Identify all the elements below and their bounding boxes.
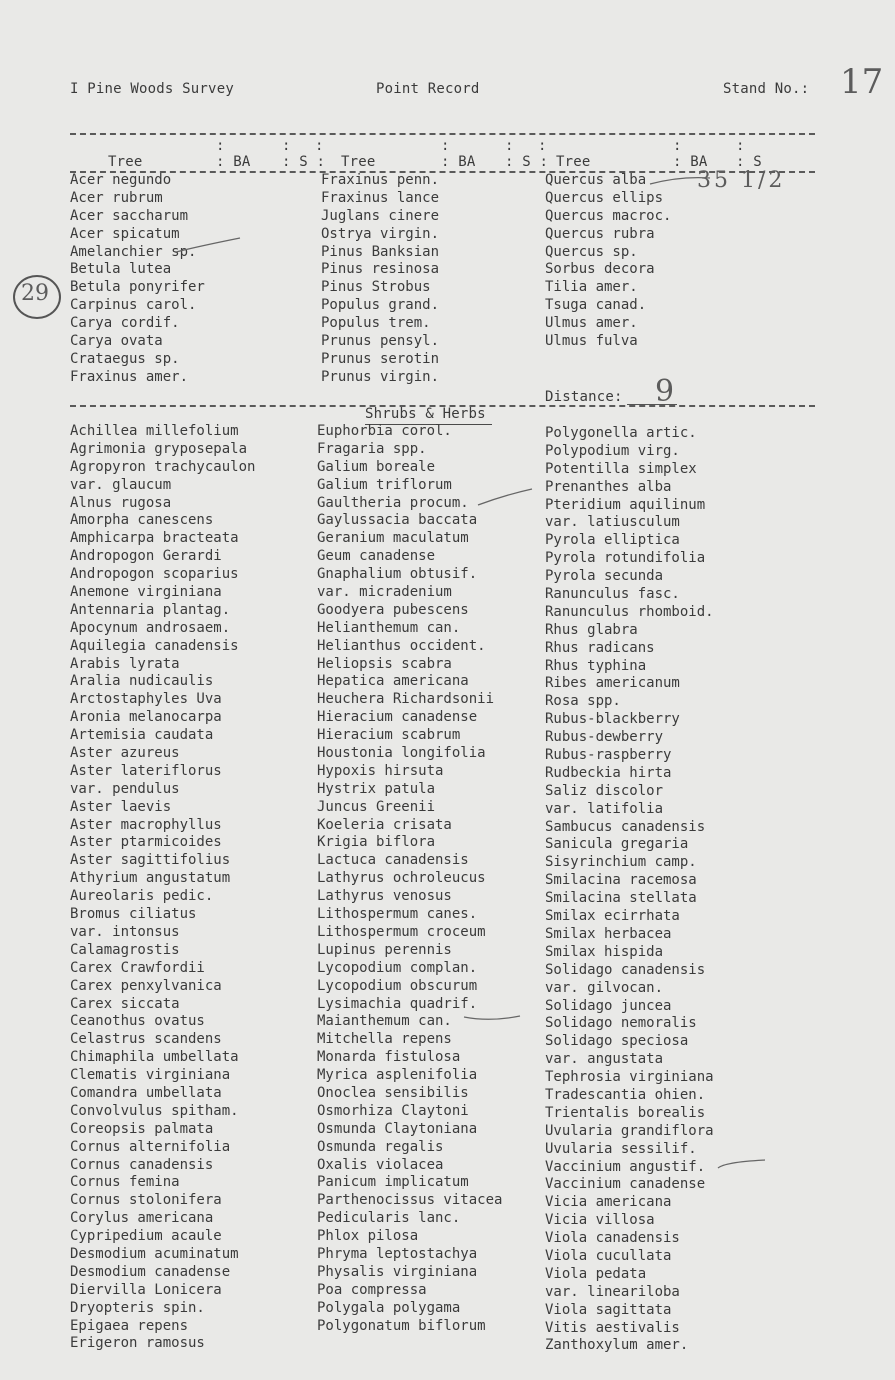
list-item: var. micradenium [317,584,452,601]
list-item: Oxalis violacea [317,1156,444,1173]
list-item: Arctostaphyles Uva [70,691,222,708]
list-item: Acer saccharum [70,207,189,224]
list-item: Osmunda Claytoniana [317,1120,478,1137]
colon-mark: : [505,138,514,154]
list-item: var. latifolia [545,800,664,817]
list-item: Aster azureus [70,745,180,762]
shrubs-heading: Shrubs & Herbs [365,406,486,422]
colon-mark: : [315,138,324,154]
list-item: var. lineariloba [545,1283,680,1300]
list-item: Phryma leptostachya [317,1245,478,1262]
list-item: Lycopodium complan. [317,959,478,976]
list-item: Vitis aestivalis [545,1319,680,1336]
list-item: Cornus canadensis [70,1156,214,1173]
circled-number-text: 29 [21,281,49,306]
list-item: Vaccinium canadense [545,1176,706,1193]
list-item: Carya ovata [70,333,163,350]
list-item: Fragaria spp. [317,440,427,457]
list-item: Vicia villosa [545,1212,655,1229]
list-item: Achillea millefolium [70,423,239,439]
list-item: Tilia amer. [545,279,638,296]
list-item: Viola canadensis [545,1230,680,1247]
stand-number-handwritten: 17 [840,62,884,102]
list-item: Pedicularis lanc. [317,1210,461,1227]
list-item: Smilax hispida [545,943,664,960]
list-item: Pinus Banksian [321,243,440,260]
survey-title: I Pine Woods Survey [70,81,234,97]
list-item: Polygonella artic. [545,425,697,441]
list-item: Agropyron trachycaulon [70,458,256,475]
colon-mark: : [216,138,225,154]
list-item: Polygala polygama [317,1299,461,1316]
list-item: Poa compressa [317,1281,427,1298]
list-item: Sorbus decora [545,261,655,278]
record-type: Point Record [376,81,480,97]
s-header-2: : S : [505,154,549,170]
list-item: Aster macrophyllus [70,816,222,833]
list-item: Coreopsis palmata [70,1120,214,1137]
list-item: Aquilegia canadensis [70,637,239,654]
list-item: Tsuga canad. [545,297,647,314]
list-item: Lithospermum croceum [317,923,486,940]
list-item: Diervilla Lonicera [70,1281,222,1298]
list-item: Pyrola rotundifolia [545,550,706,567]
list-item: Solidago speciosa [545,1033,689,1050]
quercus-alba-note: 35 1/2 [697,168,786,193]
list-item: Tephrosia virginiana [545,1069,714,1086]
list-item: Amorpha canescens [70,512,214,529]
distance-label: Distance: [545,389,623,405]
list-item: Prunus virgin. [321,368,440,385]
list-item: var. angustata [545,1051,664,1068]
check-mark [650,178,710,184]
list-item: Carex penxylvanica [70,977,222,994]
list-item: Sanicula gregaria [545,836,689,853]
list-item: Aureolaris pedic. [70,888,214,905]
list-item: Pinus Strobus [321,279,431,296]
list-item: Andropogon scoparius [70,566,239,583]
list-item: Gaultheria procum. [317,494,469,511]
list-item: Osmorhiza Claytoni [317,1102,469,1119]
list-item: Quercus rubra [545,225,655,242]
colon-mark: : [736,138,745,154]
list-item: Osmunda regalis [317,1138,444,1155]
list-item: Lathyrus venosus [317,888,452,905]
list-item: Anemone virginiana [70,584,222,601]
list-item: Desmodium canadense [70,1263,231,1280]
list-item: Pteridium aquilinum [545,496,706,513]
list-item: Acer spicatum [70,225,180,242]
check-mark [176,238,240,252]
list-item: Rhus glabra [545,621,638,638]
list-item: Populus grand. [321,297,440,314]
list-item: Geranium maculatum [317,530,469,547]
list-item: Chimaphila umbellata [70,1049,239,1066]
list-item: Cypripedium acaule [70,1228,222,1245]
list-item: Solidago juncea [545,997,672,1014]
list-item: Rubus-blackberry [545,711,680,728]
list-item: Ulmus amer. [545,315,638,332]
list-item: Viola cucullata [545,1247,672,1264]
list-item: Carex siccata [70,995,180,1012]
list-item: Bromus ciliatus [70,906,197,923]
list-item: Fraxinus penn. [321,172,440,188]
list-item: Corylus americana [70,1210,214,1227]
list-item: var. pendulus [70,780,180,797]
list-item: Athyrium angustatum [70,870,231,887]
list-item: Sambucus canadensis [545,818,706,835]
list-item: Lupinus perennis [317,941,452,958]
list-item: Heuchera Richardsonii [317,691,495,708]
list-item: Hystrix patula [317,780,436,797]
list-item: Ceanothus ovatus [70,1013,205,1030]
list-item: Monarda fistulosa [317,1049,461,1066]
list-item: Hieracium scabrum [317,727,461,744]
list-item: Juncus Greenii [317,798,436,815]
list-item: Calamagrostis [70,941,180,958]
list-item: Prunus pensyl. [321,333,440,350]
list-item: Trientalis borealis [545,1104,706,1121]
list-item: Ulmus fulva [545,333,638,350]
list-item: Aster lateriflorus [70,762,222,779]
list-item: Aronia melanocarpa [70,709,222,726]
list-item: Physalis virginiana [317,1263,478,1280]
list-item: Pyrola elliptica [545,532,680,549]
list-item: Cornus femina [70,1174,180,1191]
tree-header-1: Tree [108,154,143,170]
list-item: Crataegus sp. [70,350,180,367]
list-item: Andropogon Gerardi [70,548,222,565]
list-item: Antennaria plantag. [70,601,231,618]
list-item: Hypoxis hirsuta [317,762,444,779]
list-item: Solidago canadensis [545,961,706,978]
list-item: Saliz discolor [545,782,664,799]
list-item: Lactuca canadensis [317,852,469,869]
list-item: Smilacina racemosa [545,872,697,889]
list-item: Quercus sp. [545,243,638,260]
list-item: Aster ptarmicoides [70,834,222,851]
list-item: Ostrya virgin. [321,225,440,242]
list-item: Celastrus scandens [70,1031,222,1048]
list-item: Acer negundo [70,172,172,188]
list-item: Solidago nemoralis [545,1015,697,1032]
list-item: Erigeron ramosus [70,1335,205,1352]
list-item: Geum canadense [317,548,436,565]
list-item: Acer rubrum [70,189,163,206]
list-item: Uvularia sessilif. [545,1140,697,1157]
list-item: var. intonsus [70,923,180,940]
list-item: Tradescantia ohien. [545,1086,706,1103]
list-item: Gnaphalium obtusif. [317,566,478,583]
list-item: Onoclea sensibilis [317,1084,469,1101]
colon-mark: : [538,138,547,154]
list-item: Goodyera pubescens [317,601,469,618]
list-item: Smilax ecirrhata [545,908,680,925]
distance-value-handwritten: 9 [655,374,675,409]
list-item: Viola pedata [545,1265,647,1282]
list-item: Convolvulus spitham. [70,1102,239,1119]
list-item: Houstonia longifolia [317,745,486,762]
ba-header-3: : BA [673,154,708,170]
list-item: Amelanchier sp. [70,243,197,260]
list-item: Rhus typhina [545,657,647,674]
list-item: Myrica asplenifolia [317,1067,478,1084]
list-item: Euphorbia corol. [317,423,452,439]
check-mark [464,1016,520,1019]
list-item: Hieracium canadense [317,709,478,726]
list-item: Rubus-dewberry [545,729,664,746]
list-item: Quercus macroc. [545,207,672,224]
list-item: Krigia biflora [317,834,436,851]
list-item: Cornus stolonifera [70,1192,222,1209]
list-item: Desmodium acuminatum [70,1245,239,1262]
list-item: Aralia nudicaulis [70,673,214,690]
check-mark [718,1160,765,1168]
colon-mark: : [673,138,682,154]
colon-mark: : [441,138,450,154]
list-item: Smilacina stellata [545,890,697,907]
list-item: Ranunculus fasc. [545,586,680,603]
list-item: Polypodium virg. [545,442,680,459]
list-item: Uvularia grandiflora [545,1122,714,1139]
list-item: Vaccinium angustif. [545,1158,706,1175]
list-item: Viola sagittata [545,1301,672,1318]
list-item: Fraxinus lance [321,189,440,206]
list-item: Vicia americana [545,1194,672,1211]
stand-number-label: Stand No.: [723,81,810,97]
list-item: Aster sagittifolius [70,852,231,869]
list-item: Comandra umbellata [70,1084,222,1101]
list-item: Carya cordif. [70,315,180,332]
list-item: Rudbeckia hirta [545,764,672,781]
list-item: Lithospermum canes. [317,906,478,923]
s-header-1: : S : [282,154,326,170]
list-item: Rosa spp. [545,693,621,710]
list-item: Carex Crawfordii [70,959,205,976]
list-item: Clematis virginiana [70,1067,231,1084]
list-item: Maianthemum can. [317,1013,452,1030]
list-item: Mitchella repens [317,1031,452,1048]
list-item: Alnus rugosa [70,494,172,511]
list-item: Ribes americanum [545,675,680,692]
list-item: Koeleria crisata [317,816,452,833]
list-item: Aster laevis [70,798,172,815]
list-item: Lathyrus ochroleucus [317,870,486,887]
list-item: Prenanthes alba [545,478,672,495]
list-item: Cornus alternifolia [70,1138,231,1155]
list-item: Apocynum androsaem. [70,619,231,636]
tree-header-2: Tree [341,154,376,170]
list-item: Zanthoxylum amer. [545,1337,689,1354]
list-item: Heliopsis scabra [317,655,452,672]
list-item: Phlox pilosa [317,1228,419,1245]
list-item: Dryopteris spin. [70,1299,205,1316]
tree-header-3: Tree [556,154,591,170]
list-item: Helianthemum can. [317,619,461,636]
list-item: Prunus serotin [321,350,440,367]
list-item: Pyrola secunda [545,568,664,585]
list-item: Populus trem. [321,315,431,332]
list-item: Smilax herbacea [545,925,672,942]
list-item: Juglans cinere [321,207,440,224]
list-item: Helianthus occident. [317,637,486,654]
list-item: Fraxinus amer. [70,368,189,385]
list-item: Rubus-raspberry [545,747,672,764]
list-item: var. gilvocan. [545,979,664,996]
list-item: Quercus alba [545,172,647,188]
list-item: var. glaucum [70,476,172,493]
list-item: Carpinus carol. [70,297,197,314]
list-item: Betula lutea [70,261,172,278]
check-mark [478,489,532,505]
list-item: Sisyrinchium camp. [545,854,697,871]
list-item: Amphicarpa bracteata [70,530,239,547]
list-item: Polygonatum biflorum [317,1317,486,1334]
list-item: Quercus ellips [545,189,664,206]
list-item: Ranunculus rhomboid. [545,603,714,620]
s-header-3: : S [736,154,762,170]
list-item: Epigaea repens [70,1317,189,1334]
list-item: Parthenocissus vitacea [317,1192,503,1209]
list-item: Potentilla simplex [545,460,697,477]
ba-header-2: : BA [441,154,476,170]
list-item: Lycopodium obscurum [317,977,478,994]
ba-header-1: : BA [216,154,251,170]
list-item: Rhus radicans [545,639,655,656]
list-item: Panicum implicatum [317,1174,469,1191]
list-item: Agrimonia gryposepala [70,440,248,457]
list-item: var. latiusculum [545,514,680,531]
list-item: Galium triflorum [317,476,452,493]
list-item: Hepatica americana [317,673,469,690]
list-item: Gaylussacia baccata [317,512,478,529]
list-item: Artemisia caudata [70,727,214,744]
list-item: Arabis lyrata [70,655,180,672]
list-item: Galium boreale [317,458,436,475]
list-item: Pinus resinosa [321,261,440,278]
colon-mark: : [282,138,291,154]
list-item: Betula ponyrifer [70,279,205,296]
list-item: Lysimachia quadrif. [317,995,478,1012]
